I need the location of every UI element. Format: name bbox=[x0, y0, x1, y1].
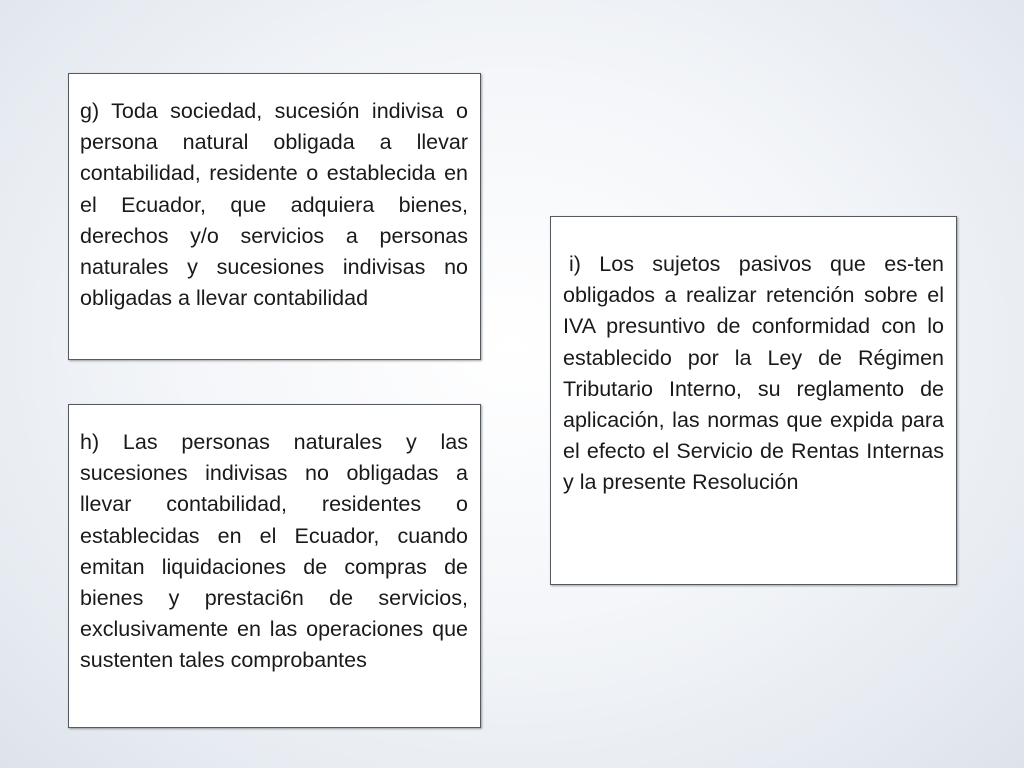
text-box-g-content: g) Toda sociedad, sucesión indivisa o persona natural obligada a llevar contabilidad, residente o establecida en el Ecuador, que adquiera bienes, derechos y/o servicios a personas naturales y sucesiones indivisas no obligadas a llevar contabilidad bbox=[80, 99, 468, 311]
text-box-h-content: h) Las personas naturales y las sucesiones indivisas no obligadas a llevar contabilidad, residentes o establecidas en el Ecuador, cuando emitan liquidaciones de compras de bienes y prestaci6n de servicios, exclusivamente en las operaciones que sustenten tales comprobantes bbox=[80, 430, 468, 673]
text-box-i-content: i) Los sujetos pasivos que es-ten obligados a realizar retención sobre el IVA presuntivo de conformidad con lo establecido por la Ley de Régimen Tributario Interno, su reglamento de aplicación, las normas que expida para el efecto el Servicio de Rentas Internas y la presente Resolución bbox=[563, 252, 944, 495]
text-box-g bbox=[68, 73, 481, 360]
text-box-i bbox=[550, 216, 957, 585]
text-box-h bbox=[68, 404, 481, 728]
